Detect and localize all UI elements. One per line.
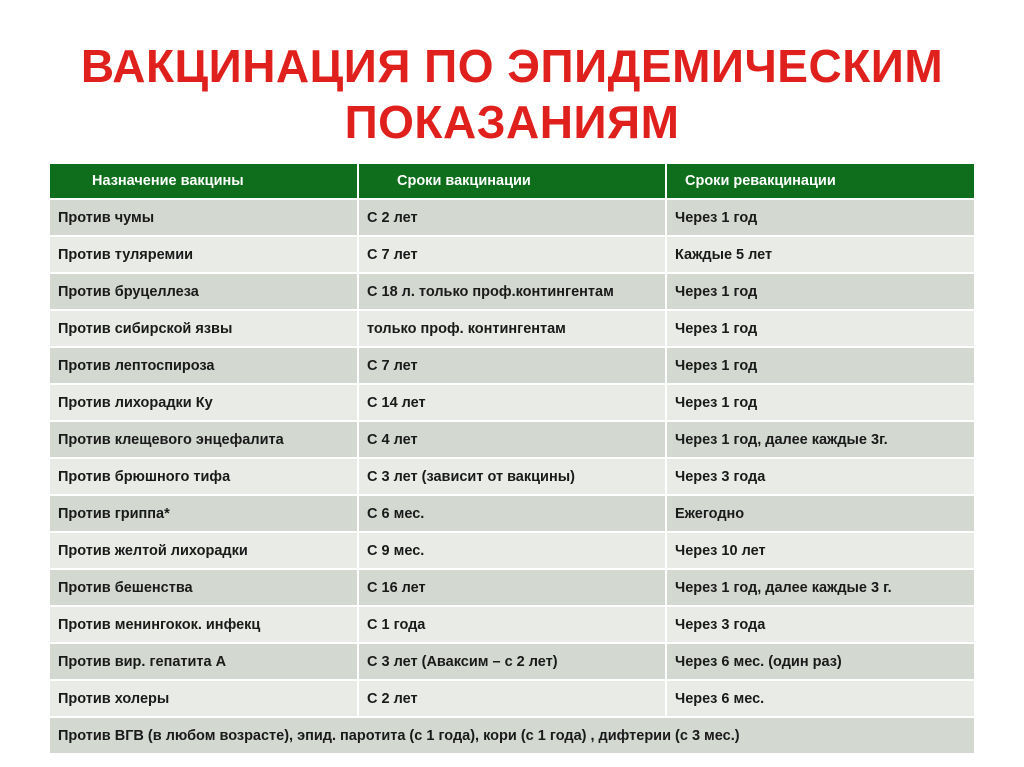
cell-vaccine: Против бруцеллеза	[50, 273, 358, 310]
vaccination-table	[50, 164, 974, 755]
table-row	[50, 569, 974, 606]
cell-revaccination: Через 6 мес.	[666, 680, 974, 717]
table-row	[50, 458, 974, 495]
cell-revaccination: Через 6 мес. (один раз)	[666, 643, 974, 680]
cell-vaccine: Против холеры	[50, 680, 358, 717]
table-footer-row	[50, 717, 974, 754]
cell-vaccination: С 4 лет	[358, 421, 666, 458]
cell-vaccine: Против сибирской язвы	[50, 310, 358, 347]
cell-vaccination: С 16 лет	[358, 569, 666, 606]
table-row	[50, 273, 974, 310]
cell-revaccination: Через 1 год, далее каждые 3г.	[666, 421, 974, 458]
cell-revaccination: Каждые 5 лет	[666, 236, 974, 273]
table-row	[50, 236, 974, 273]
header-revaccination-terms: Сроки ревакцинации	[666, 164, 974, 199]
cell-vaccination: С 7 лет	[358, 236, 666, 273]
cell-vaccination: С 14 лет	[358, 384, 666, 421]
cell-vaccine: Против туляремии	[50, 236, 358, 273]
cell-vaccine: Против желтой лихорадки	[50, 532, 358, 569]
cell-vaccine: Против вир. гепатита А	[50, 643, 358, 680]
cell-revaccination: Через 1 год, далее каждые 3 г.	[666, 569, 974, 606]
header-vaccine-purpose: Назначение вакцины	[50, 164, 358, 199]
cell-revaccination: Через 1 год	[666, 347, 974, 384]
table-row	[50, 199, 974, 236]
cell-vaccine: Против клещевого энцефалита	[50, 421, 358, 458]
cell-vaccination: С 1 года	[358, 606, 666, 643]
cell-vaccination: С 2 лет	[358, 199, 666, 236]
cell-revaccination: Через 1 год	[666, 273, 974, 310]
table-row	[50, 643, 974, 680]
cell-other-vaccines: Против ВГВ (в любом возрасте), эпид. паротита (с 1 года), кори (с 1 года) , дифтерии (с 3 мес.)	[50, 717, 974, 754]
cell-vaccination: С 18 л. только проф.контингентам	[358, 273, 666, 310]
cell-vaccination: С 7 лет	[358, 347, 666, 384]
cell-vaccination: только проф. контингентам	[358, 310, 666, 347]
cell-vaccine: Против лептоспироза	[50, 347, 358, 384]
cell-vaccine: Против менингокок. инфекц	[50, 606, 358, 643]
cell-vaccine: Против лихорадки Ку	[50, 384, 358, 421]
cell-vaccination: С 6 мес.	[358, 495, 666, 532]
header-vaccination-age: Сроки вакцинации	[358, 164, 666, 199]
table-row	[50, 421, 974, 458]
cell-revaccination: Через 1 год	[666, 310, 974, 347]
table-row	[50, 384, 974, 421]
cell-vaccine: Против брюшного тифа	[50, 458, 358, 495]
table-row	[50, 532, 974, 569]
cell-vaccine: Против гриппа*	[50, 495, 358, 532]
cell-revaccination: Ежегодно	[666, 495, 974, 532]
page-title-line-2: ПОКАЗАНИЯМ	[344, 96, 680, 148]
cell-vaccine: Против бешенства	[50, 569, 358, 606]
table-row	[50, 495, 974, 532]
cell-vaccination: С 2 лет	[358, 680, 666, 717]
table-row	[50, 606, 974, 643]
cell-revaccination: Через 1 год	[666, 199, 974, 236]
page-title-line-1: ВАКЦИНАЦИЯ ПО ЭПИДЕМИЧЕСКИМ	[80, 40, 944, 92]
table-row	[50, 680, 974, 717]
cell-vaccination: С 3 лет (зависит от вакцины)	[358, 458, 666, 495]
cell-vaccination: С 3 лет (Аваксим – с 2 лет)	[358, 643, 666, 680]
cell-revaccination: Через 10 лет	[666, 532, 974, 569]
cell-revaccination: Через 3 года	[666, 458, 974, 495]
cell-revaccination: Через 3 года	[666, 606, 974, 643]
cell-vaccination: С 9 мес.	[358, 532, 666, 569]
page-title	[0, 38, 1024, 150]
cell-vaccine: Против чумы	[50, 199, 358, 236]
cell-revaccination: Через 1 год	[666, 384, 974, 421]
table-row	[50, 347, 974, 384]
table-header-row	[50, 164, 974, 199]
table-row	[50, 310, 974, 347]
